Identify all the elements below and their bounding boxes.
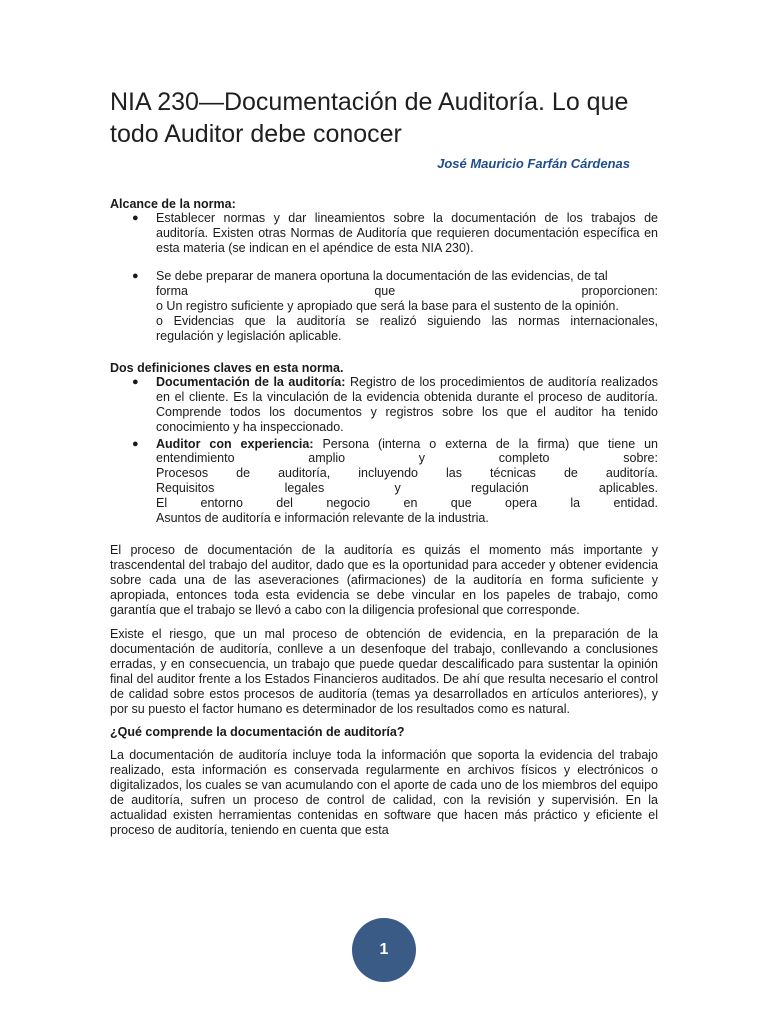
document-title: NIA 230—Documentación de Auditoría. Lo que todo Auditor debe conocer — [110, 88, 629, 148]
list-item-text: Establecer normas y dar lineamientos sobre la documentación de los trabajos de auditoría. Existen otras Normas de Auditoría que requieren documentación específica en esta materia (se indican en el apéndice de esta NIA 230). — [156, 211, 658, 255]
bullet-icon: ● — [132, 270, 139, 283]
list-item-line: Requisitos legales y regulación aplicables. — [156, 480, 658, 495]
section-heading-alcance: Alcance de la norma: — [110, 197, 236, 211]
list-item-line — [156, 437, 658, 452]
list-item — [110, 375, 658, 434]
list-item-line: forma que proporcionen: — [156, 284, 658, 299]
bullet-list-alcance — [110, 211, 658, 343]
list-item-line: Se debe preparar de manera oportuna la documentación de las evidencias, de tal — [156, 269, 608, 284]
list-item-line: Procesos de auditoría, incluyendo las técnicas de auditoría. — [156, 466, 658, 481]
page-number-badge: 1 — [352, 918, 416, 982]
list-item — [110, 437, 658, 526]
section-heading-que-comprende: ¿Qué comprende la documentación de auditoría? — [110, 725, 405, 740]
bullet-icon: ● — [132, 376, 139, 389]
definition-term: Auditor con experiencia: — [156, 436, 314, 451]
list-item-line: Asuntos de auditoría e información relevante de la industria. — [156, 510, 489, 525]
list-item-line: o Evidencias que la auditoría se realizó siguiendo las normas internacionales, — [156, 313, 658, 328]
list-item-line: entendimiento amplio y completo sobre: — [156, 451, 658, 466]
definition-text: Persona (interna o externa de la firma) que tiene un — [322, 436, 659, 451]
definition-text: Registro de los procedimientos de auditoría realizados en el cliente. Es la vinculación de la evidencia obtenida durante el proceso de auditoría. Comprende todos los documentos y registros sobre los que el auditor ha tenido conocimiento y ha inspeccionado. — [156, 375, 658, 434]
bullet-icon: ● — [132, 437, 139, 450]
list-item — [110, 211, 658, 255]
author-name: José Mauricio Farfán Cárdenas — [437, 156, 630, 171]
body-paragraph: El proceso de documentación de la auditoría es quizás el momento más importante y trascendental del trabajo del auditor, dado que es la oportunidad para acceder y obtener evidencia sobre cada una de las aseveraciones (afirmaciones) de la auditoría en forma suficiente y apropiada, entonces toda esta evidencia se debe vincular en los papeles de trabajo, como garantía que el trabajo se llevó a cabo con la diligencia profesional que corresponde. — [110, 543, 658, 618]
body-paragraph: Existe el riesgo, que un mal proceso de obtención de evidencia, en la preparación de la documentación de auditoría, conlleve a un desenfoque del trabajo, conllevando a conclusiones erradas, y en consecuencia, un trabajo que puede quedar descalificado para sustentar la opinión final del auditor frente a los Estados Financieros auditados. De ahí que resulta necesario el control de calidad sobre estos procesos de auditoría (temas ya desarrollados en artículos anteriores), y por su puesto el factor humano es determinador de los resultados como es natural. — [110, 627, 658, 717]
document-page — [110, 86, 658, 838]
list-item — [110, 269, 658, 343]
bullet-icon: ● — [132, 212, 139, 224]
body-paragraph: La documentación de auditoría incluye toda la información que soporta la evidencia del trabajo realizado, esta información es conservada regularmente en archivos físicos y electrónicos o digitalizados, los cuales se van acumulando con el aporte de cada uno de los miembros del equipo de auditoría, sufren un proceso de control de calidad, con la revisión y supervisión. En la actualidad existen herramientas contenidas en software que hacen más práctico y eficiente el proceso de auditoría, teniendo en cuenta que esta — [110, 748, 658, 838]
bullet-list-definiciones — [110, 375, 658, 525]
list-item-line: El entorno del negocio en que opera la entidad. — [156, 495, 658, 510]
list-item-line: o Un registro suficiente y apropiado que será la base para el sustento de la opinión. — [156, 298, 619, 313]
list-item-line: regulación y legislación aplicable. — [156, 328, 342, 343]
definition-term: Documentación de la auditoría: — [156, 375, 346, 390]
section-heading-definiciones: Dos definiciones claves en esta norma. — [110, 361, 344, 376]
